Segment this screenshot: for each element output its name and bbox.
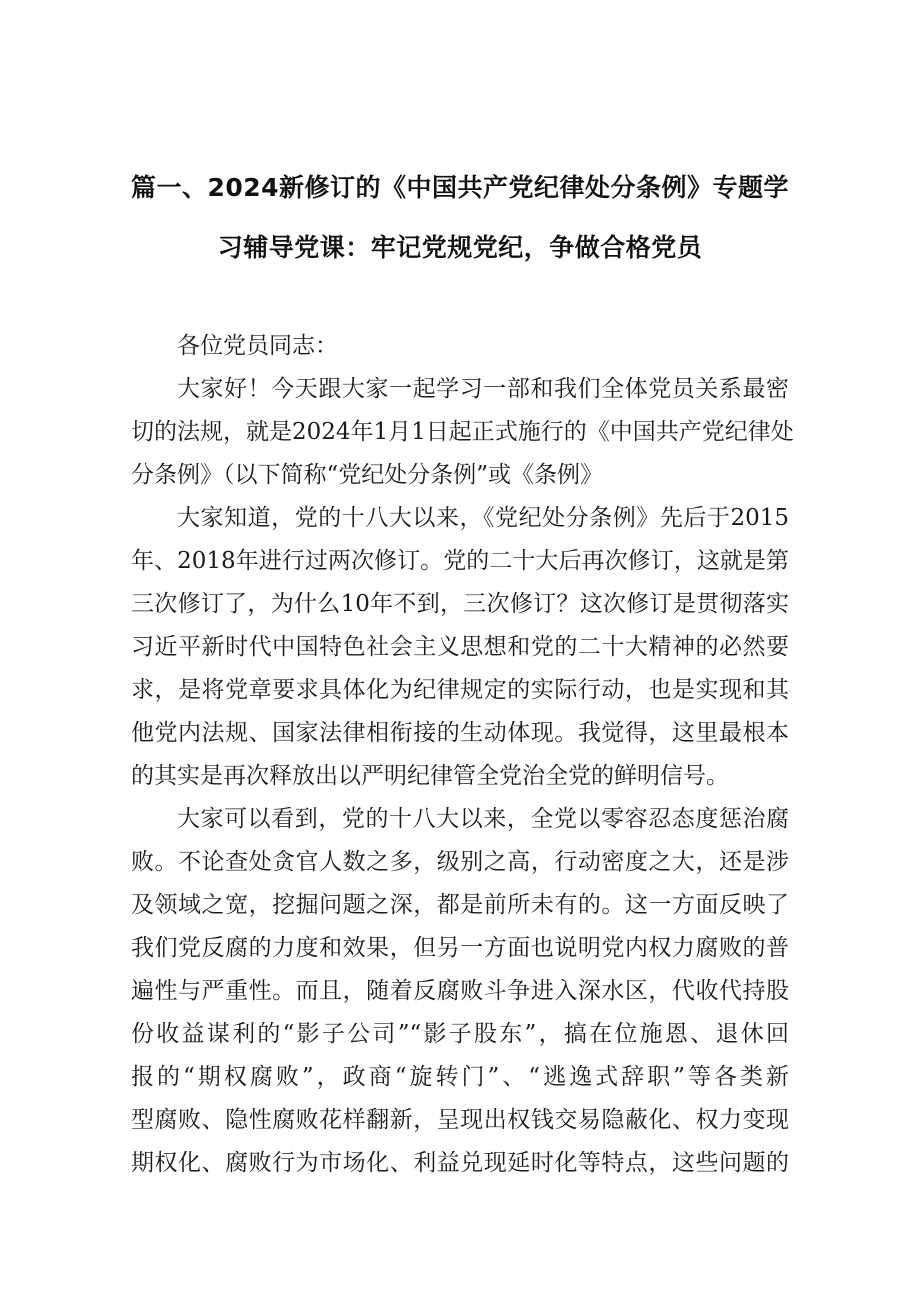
paragraph-2-line: 求，是将党章要求具体化为纪律规定的实际行动，也是实现和其	[131, 677, 789, 703]
paragraph-2-line: 的其实是再次释放出以严明纪律管全党治全党的鲜明信号。	[131, 763, 729, 789]
salutation: 各位党员同志：	[177, 333, 338, 359]
paragraph-1-line: 分条例》（以下简称“党纪处分条例”或《条例》	[131, 462, 604, 488]
paragraph-3-line: 大家可以看到，党的十八大以来，全党以零容忍态度惩治腐	[177, 806, 789, 832]
document-title-line-1: 篇一、2024新修订的《中国共产党纪律处分条例》专题学	[130, 173, 790, 202]
paragraph-2-line: 他党内法规、国家法律相衔接的生动体现。我觉得，这里最根本	[131, 720, 789, 746]
paragraph-1-line: 大家好！今天跟大家一起学习一部和我们全体党员关系最密	[177, 376, 789, 402]
paragraph-3-line: 份收益谋利的“影子公司”“影子股东”，搞在位施恩、退休回	[131, 1021, 789, 1047]
paragraph-2-line: 大家知道，党的十八大以来，《党纪处分条例》先后于2015	[177, 505, 789, 531]
paragraph-2-line: 年、2018年进行过两次修订。党的二十大后再次修订，这就是第	[131, 548, 789, 574]
paragraph-3-line: 败。不论查处贪官人数之多，级别之高，行动密度之大，还是涉	[131, 849, 789, 875]
paragraph-3-line: 报的“期权腐败”，政商“旋转门”、“逃逸式辞职”等各类新	[131, 1064, 789, 1090]
paragraph-3-line: 及领域之宽，挖掘问题之深，都是前所未有的。这一方面反映了	[131, 892, 789, 918]
document-title-line-2: 习辅导党课：牢记党规党纪，争做合格党员	[217, 233, 703, 262]
paragraph-2-line: 习近平新时代中国特色社会主义思想和党的二十大精神的必然要	[131, 634, 789, 660]
paragraph-3-line: 型腐败、隐性腐败花样翻新，呈现出权钱交易隐蔽化、权力变现	[131, 1107, 789, 1133]
paragraph-3-line: 遍性与严重性。而且，随着反腐败斗争进入深水区，代收代持股	[131, 978, 789, 1004]
paragraph-3-line: 我们党反腐的力度和效果，但另一方面也说明党内权力腐败的普	[131, 935, 789, 961]
paragraph-2-line: 三次修订了，为什么10年不到，三次修订？这次修订是贯彻落实	[131, 591, 789, 617]
paragraph-3-line: 期权化、腐败行为市场化、利益兑现延时化等特点，这些问题的	[131, 1150, 789, 1176]
paragraph-1-line: 切的法规，就是2024年1月1日起正式施行的《中国共产党纪律处	[131, 419, 794, 445]
